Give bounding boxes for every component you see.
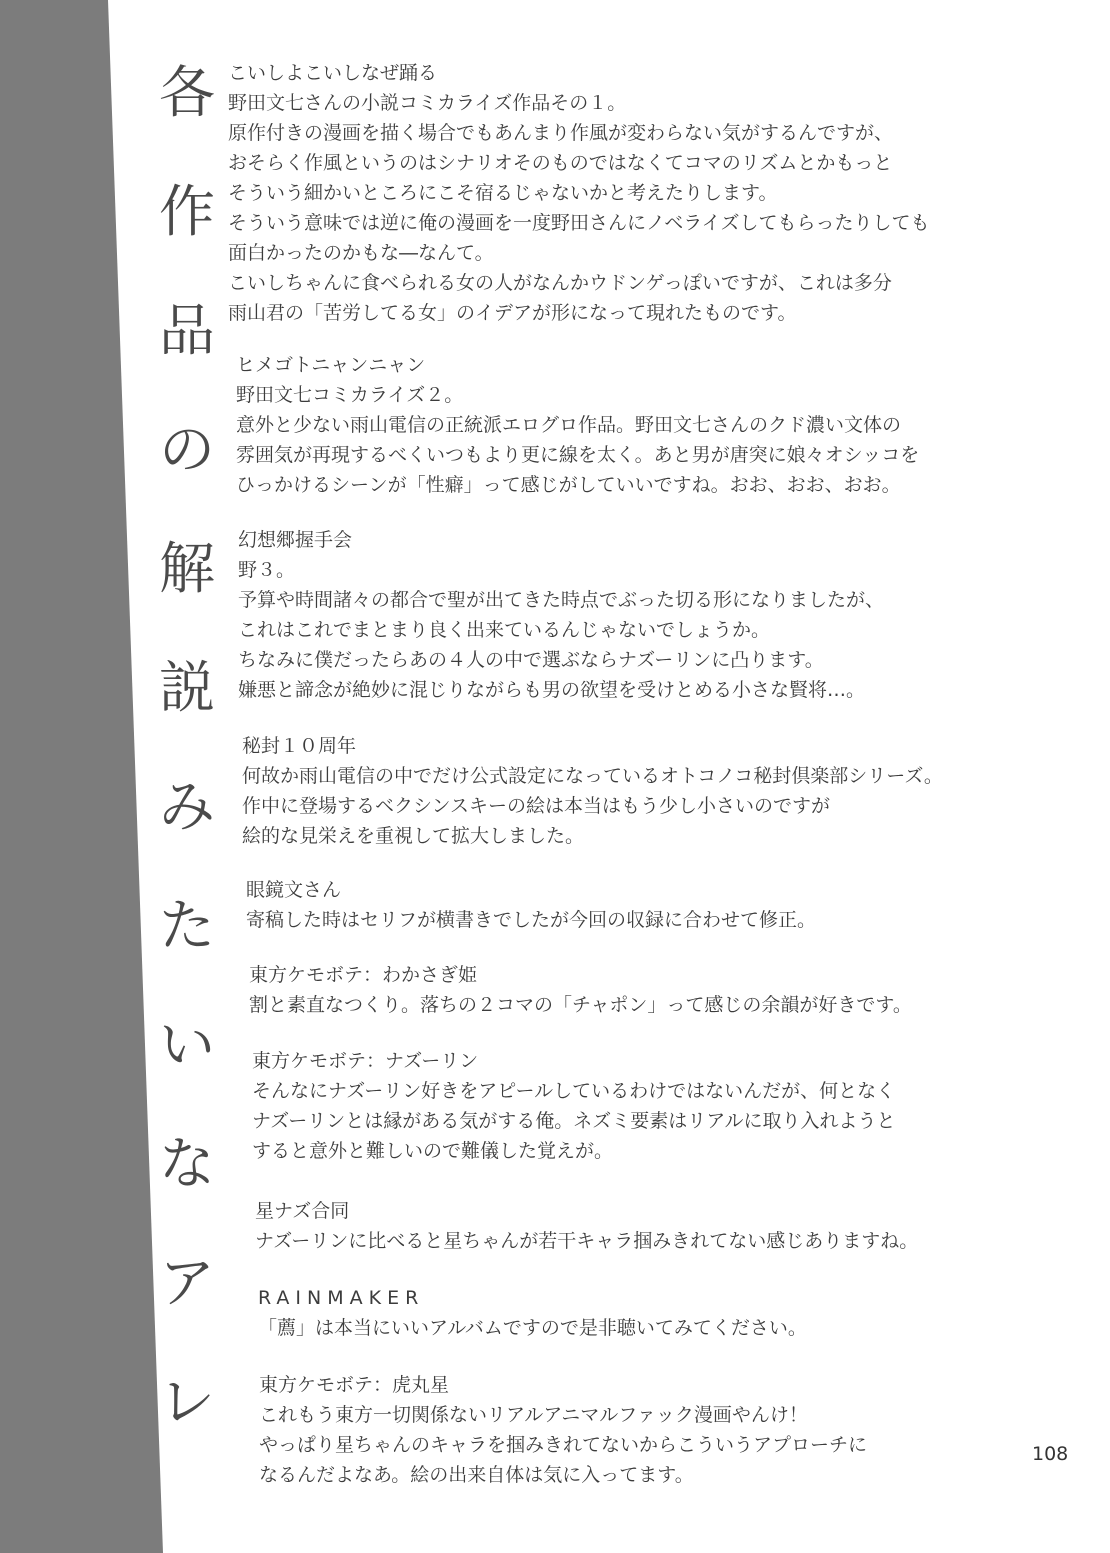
- section-title: RAINMAKER: [258, 1287, 425, 1309]
- section-line: やっぱり星ちゃんのキャラを掴みきれてないからこういうアプローチに: [259, 1434, 868, 1456]
- section-shounazu: [255, 1196, 918, 1256]
- section-line: 予算や時間諸々の都合で聖が出てきた時点でぶった切る形になりましたが、: [238, 589, 885, 611]
- section-line: 何故か雨山電信の中でだけ公式設定になっているオトコノコ秘封倶楽部シリーズ。: [242, 765, 943, 787]
- section-megane-aya: [246, 875, 816, 935]
- vertical-title-char: の: [159, 418, 215, 483]
- section-line: これはこれでまとまり良く出来ているんじゃないでしょうか。: [238, 619, 771, 641]
- section-line: ひっかけるシーンが「性癖」って感じがしていいですね。おお、おお、おお。: [236, 474, 901, 496]
- section-line: ナズーリンとは縁がある気がする俺。ネズミ要素はリアルに取り入れようと: [252, 1110, 896, 1132]
- section-line: 絵的な見栄えを重視して拡大しました。: [242, 825, 585, 847]
- section-line: こいしちゃんに食べられる女の人がなんかウドンゲっぽいですが、これは多分: [228, 272, 892, 294]
- section-line: 面白かったのかもな―なんて。: [228, 242, 494, 264]
- section-line: 寄稿した時はセリフが横書きでしたが今回の収録に合わせて修正。: [246, 909, 817, 931]
- section-line: 原作付きの漫画を描く場合でもあんまり作風が変わらない気がするんですが、: [228, 122, 894, 144]
- section-title: 東方ケモボテ：虎丸星: [259, 1374, 450, 1396]
- section-title: 東方ケモボテ：わかさぎ姫: [249, 964, 478, 986]
- section-toramarushou: [259, 1370, 867, 1490]
- vertical-title-char: 作: [159, 180, 215, 245]
- section-line: そんなにナズーリン好きをアピールしているわけではないんだが、何となく: [252, 1080, 896, 1102]
- section-nazrin: [252, 1046, 896, 1166]
- vertical-title-char: ア: [159, 1251, 215, 1316]
- section-line: 雨山君の「苦労してる女」のイデアが形になって現れたものです。: [228, 302, 797, 324]
- section-title: 幻想郷握手会: [238, 529, 353, 551]
- section-line: 野３。: [238, 559, 296, 581]
- section-title: ヒメゴトニャンニャン: [236, 354, 426, 376]
- section-line: 雰囲気が再現するべくいつもより更に線を太く。あと男が唐突に娘々オシッコを: [236, 444, 920, 466]
- section-line: 嫌悪と諦念が絶妙に混じりながらも男の欲望を受けとめる小さな賢将…。: [238, 679, 866, 701]
- vertical-title-char: 品: [159, 299, 215, 364]
- section-line: ナズーリンに比べると星ちゃんが若干キャラ掴みきれてない感じありますね。: [255, 1230, 919, 1252]
- section-line: 意外と少ない雨山電信の正統派エログロ作品。野田文七さんのクド濃い文体の: [236, 414, 902, 436]
- vertical-title: [142, 61, 232, 1494]
- section-line: すると意外と難しいので難儀した覚えが。: [252, 1140, 614, 1162]
- section-title: 星ナズ合同: [255, 1200, 350, 1222]
- section-line: そういう細かいところにこそ宿るじゃないかと考えたりします。: [228, 182, 778, 204]
- vertical-title-char: な: [159, 1132, 215, 1197]
- section-title: 眼鏡文さん: [246, 879, 342, 901]
- section-title: 東方ケモボテ：ナズーリン: [252, 1050, 479, 1072]
- section-line: 「薦」は本当にいいアルバムですので是非聴いてみてください。: [258, 1317, 807, 1339]
- page-number: 108: [1032, 1443, 1069, 1465]
- section-rainmaker: [258, 1283, 807, 1343]
- section-wakasagihime: [249, 960, 912, 1020]
- section-line: そういう意味では逆に俺の漫画を一度野田さんにノベライズしてもらったりしても: [228, 212, 930, 234]
- section-line: これもう東方一切関係ないリアルアニマルファック漫画やんけ！: [259, 1404, 808, 1426]
- section-title: こいしよこいしなぜ踊る: [228, 62, 438, 84]
- section-line: 野田文七さんの小説コミカライズ作品その１。: [228, 92, 627, 114]
- vertical-title-char: レ: [159, 1370, 215, 1435]
- section-hifuu: [242, 731, 943, 851]
- vertical-title-char: 説: [159, 656, 215, 721]
- section-akushukai: [238, 525, 884, 705]
- vertical-title-char: た: [159, 894, 215, 959]
- section-line: ちなみに僕だったらあの４人の中で選ぶならナズーリンに凸ります。: [238, 649, 824, 671]
- section-line: なるんだよなあ。絵の出来自体は気に入ってます。: [259, 1464, 694, 1486]
- section-line: 野田文七コミカライズ２。: [236, 384, 464, 406]
- section-line: 割と素直なつくり。落ちの２コマの「チャポン」って感じの余韻が好きです。: [249, 994, 912, 1016]
- vertical-title-char: 各: [159, 61, 215, 126]
- vertical-title-char: 解: [159, 537, 215, 602]
- section-line: おそらく作風というのはシナリオそのものではなくてコマのリズムとかもっと: [228, 152, 893, 174]
- section-himegoto: [236, 350, 919, 500]
- section-title: 秘封１０周年: [242, 735, 357, 757]
- section-koishi: [228, 58, 929, 328]
- vertical-title-char: み: [159, 775, 215, 840]
- section-line: 作中に登場するベクシンスキーの絵は本当はもう少し小さいのですが: [242, 795, 830, 817]
- vertical-title-char: い: [159, 1013, 215, 1078]
